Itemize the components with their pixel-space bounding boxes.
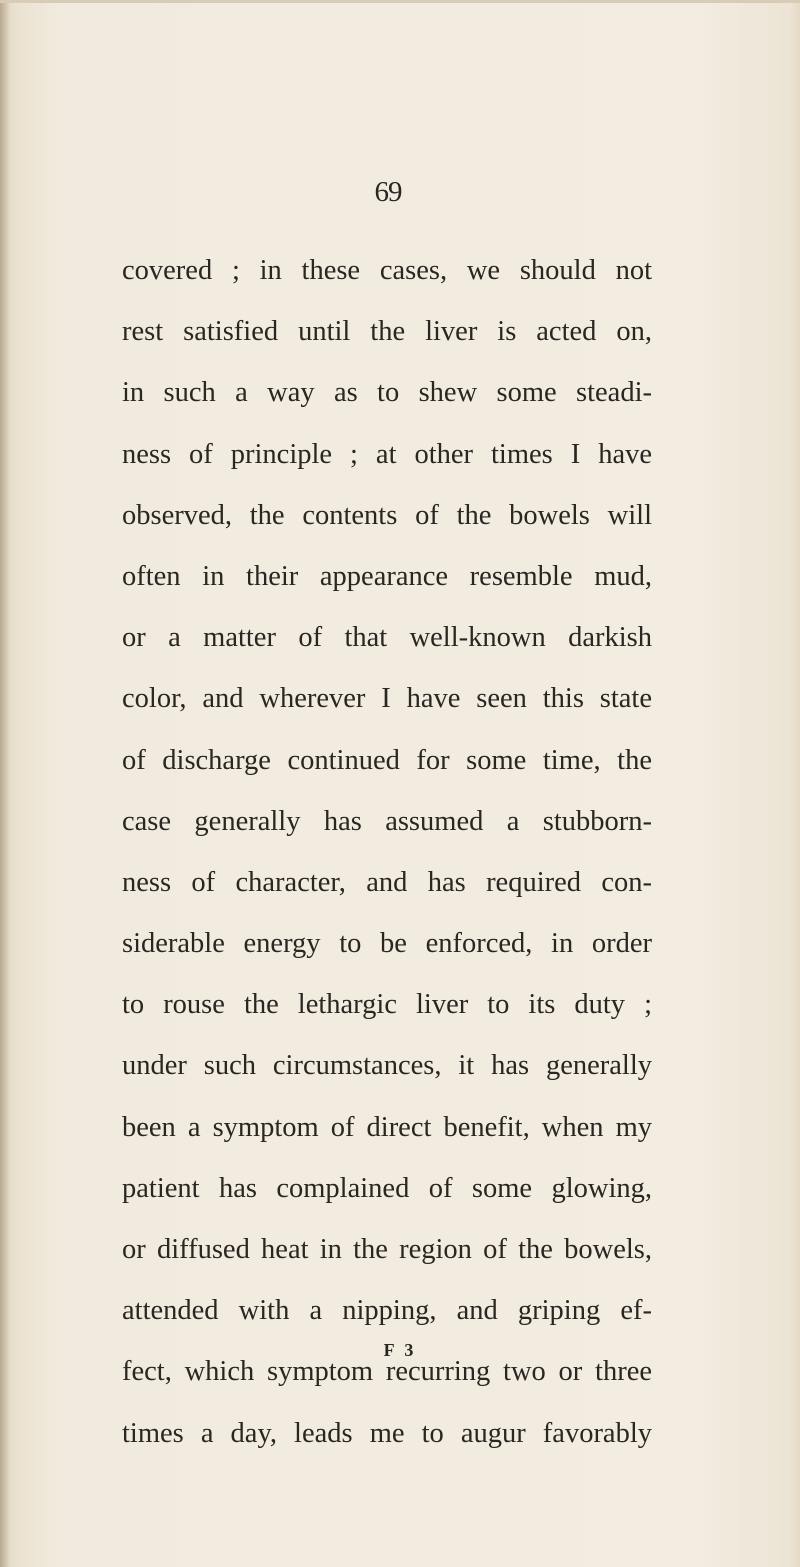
text-line: ness of character, and has required con-: [122, 866, 652, 898]
text-line: of discharge continued for some time, the: [122, 744, 652, 776]
text-line: case generally has assumed a stubborn-: [122, 805, 652, 837]
text-line: covered ; in these cases, we should not: [122, 255, 652, 286]
signature-mark: F 3: [383, 1340, 417, 1360]
body-text: [122, 240, 652, 1464]
text-line: in such a way as to shew some steadi-: [122, 377, 652, 409]
text-line: or a matter of that well-known darkish: [122, 622, 652, 654]
page-number: 69: [374, 176, 402, 208]
text-line: attended with a nipping, and griping ef-: [122, 1295, 652, 1327]
text-line: often in their appearance resemble mud,: [122, 560, 652, 592]
text-line: color, and wherever I have seen this state: [122, 683, 652, 715]
text-line: or diffused heat in the region of the bowels,: [122, 1234, 652, 1265]
page-edge: [0, 0, 800, 3]
text-line: to rouse the lethargic liver to its duty ;: [122, 989, 652, 1021]
text-line: ness of principle ; at other times I have: [122, 438, 652, 470]
text-line: observed, the contents of the bowels will: [122, 499, 652, 531]
text-line: siderable energy to be enforced, in order: [122, 928, 652, 960]
text-line: times a day, leads me to augur favorably: [122, 1417, 652, 1449]
text-line: patient has complained of some glowing,: [122, 1172, 652, 1204]
binding-shadow: [0, 0, 10, 1567]
text-line: under such circumstances, it has generally: [122, 1050, 652, 1082]
text-line: been a symptom of direct benefit, when my: [122, 1111, 652, 1143]
text-line: rest satisfied until the liver is acted on,: [122, 316, 652, 348]
text-line: fect, which symptom recurring two or three: [122, 1356, 652, 1388]
